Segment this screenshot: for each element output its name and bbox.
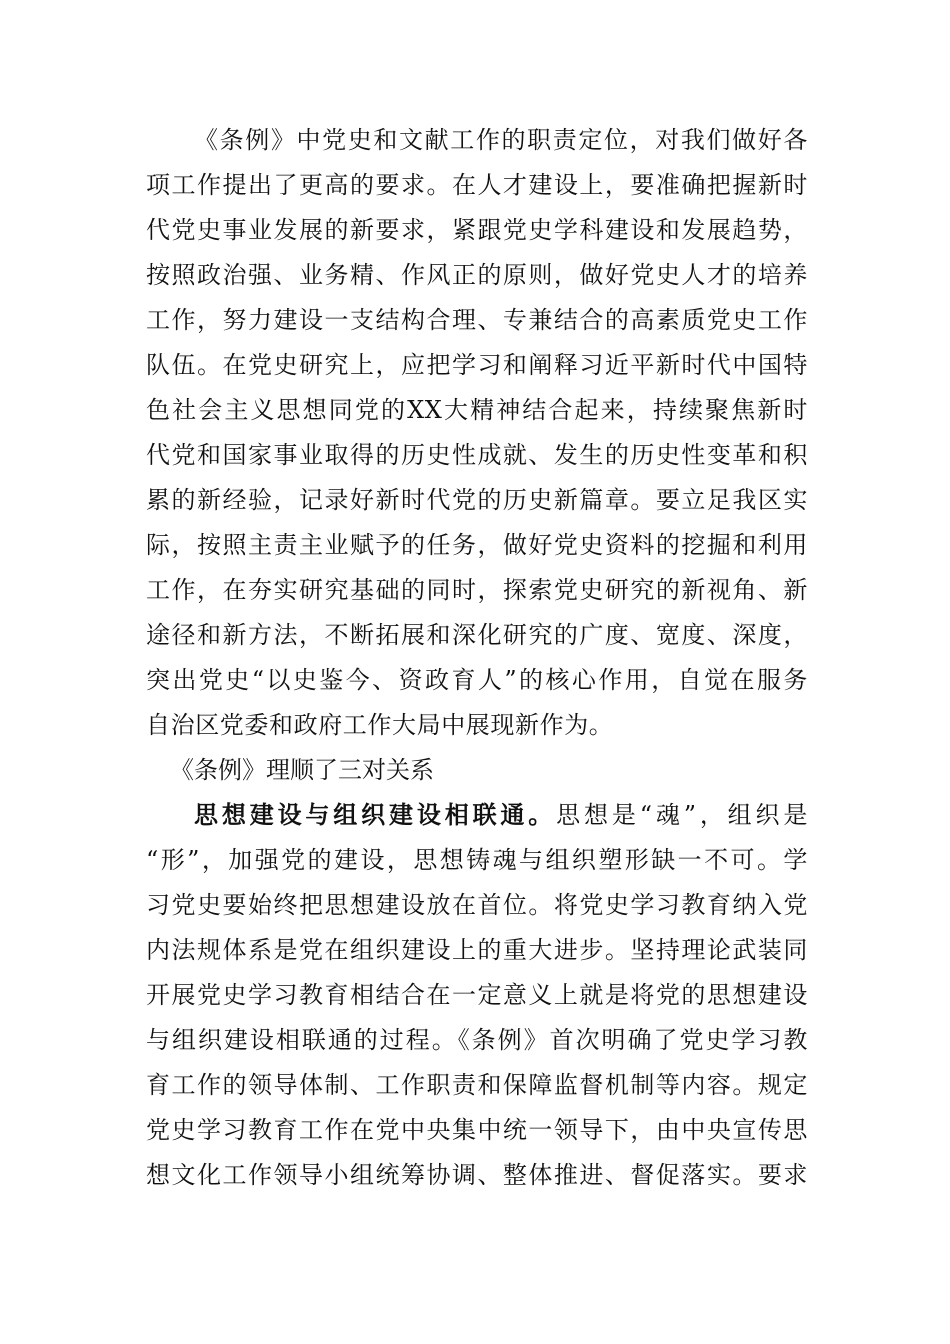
paragraph-line: 与组织建设相联通的过程。《条例》首次明确了党史学习教 <box>146 1026 808 1054</box>
paragraph-line: 内法规体系是党在组织建设上的重大进步。坚持理论武装同 <box>146 936 808 964</box>
paragraph-relations <box>146 793 808 1198</box>
paragraph-line: 《条例》中党史和文献工作的职责定位，对我们做好各 <box>194 126 808 154</box>
paragraph-line: 队伍。在党史研究上，应把学习和阐释习近平新时代中国特 <box>146 351 808 379</box>
paragraph-lead-rest: 思想是“魂”，组织是 <box>556 801 808 829</box>
paragraph-line: 工作，努力建设一支结构合理、专兼结合的高素质党史工作 <box>146 306 808 334</box>
paragraph-line: 育工作的领导体制、工作职责和保障监督机制等内容。规定 <box>146 1071 808 1099</box>
paragraph-lead-bold: 思想建设与组织建设相联通。 <box>194 801 557 829</box>
paragraph-line: 想文化工作领导小组统筹协调、整体推进、督促落实。要求 <box>146 1161 808 1189</box>
paragraph-line: 工作，在夯实研究基础的同时，探索党史研究的新视角、新 <box>146 576 808 604</box>
section-heading: 《条例》理顺了三对关系 <box>170 756 434 784</box>
paragraph-line: 色社会主义思想同党的XX大精神结合起来，持续聚焦新时 <box>146 396 808 424</box>
paragraph-line: 开展党史学习教育相结合在一定意义上就是将党的思想建设 <box>146 981 808 1009</box>
document-body <box>146 118 808 1198</box>
paragraph-line: 突出党史“以史鉴今、资政育人”的核心作用，自觉在服务 <box>146 666 808 694</box>
paragraph-line: 按照政治强、业务精、作风正的原则，做好党史人才的培养 <box>146 261 808 289</box>
paragraph-line: 党史学习教育工作在党中央集中统一领导下，由中央宣传思 <box>146 1116 808 1144</box>
paragraph-line: 代党和国家事业取得的历史性成就、发生的历史性变革和积 <box>146 441 808 469</box>
paragraph-line: 际，按照主责主业赋予的任务，做好党史资料的挖掘和利用 <box>146 531 808 559</box>
paragraph-duties <box>146 118 808 748</box>
paragraph-line: 项工作提出了更高的要求。在人才建设上，要准确把握新时 <box>146 171 808 199</box>
paragraph-line: 累的新经验，记录好新时代党的历史新篇章。要立足我区实 <box>146 486 808 514</box>
paragraph-line: “形”，加强党的建设，思想铸魂与组织塑形缺一不可。学 <box>146 846 808 874</box>
paragraph-line: 途径和新方法，不断拓展和深化研究的广度、宽度、深度， <box>146 621 808 649</box>
paragraph-line: 习党史要始终把思想建设放在首位。将党史学习教育纳入党 <box>146 891 808 919</box>
paragraph-first-line <box>146 793 808 838</box>
paragraph-line: 代党史事业发展的新要求，紧跟党史学科建设和发展趋势， <box>146 216 808 244</box>
paragraph-line: 自治区党委和政府工作大局中展现新作为。 <box>146 711 614 739</box>
